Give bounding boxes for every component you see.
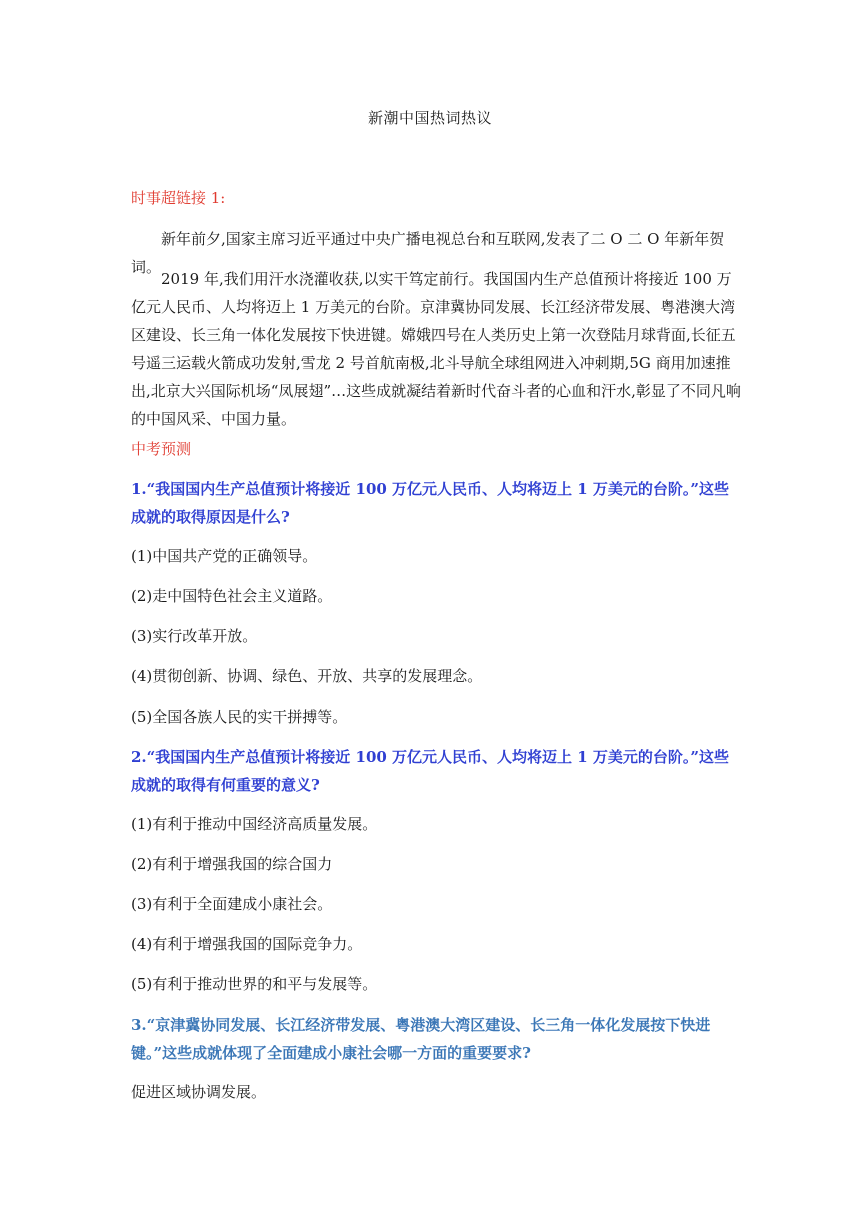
q1-answer-1: (1)中国共产党的正确领导。 <box>131 547 318 565</box>
q2-answer-3: (3)有利于全面建成小康社会。 <box>131 895 333 913</box>
q2-answer-1: (1)有利于推动中国经济高质量发展。 <box>131 815 378 833</box>
intro-paragraph: 新年前夕,国家主席习近平通过中央广播电视总台和互联网,发表了二 O 二 O 年新年贺词。 <box>131 230 725 276</box>
section-heading-exam-forecast: 中考预测 <box>131 440 192 458</box>
q2-answer-2: (2)有利于增强我国的综合国力 <box>131 855 333 873</box>
q1-answer-5: (5)全国各族人民的实干拼搏等。 <box>131 708 348 726</box>
q1-answer-2: (2)走中国特色社会主义道路。 <box>131 587 333 605</box>
q1-answer-3: (3)实行改革开放。 <box>131 627 258 645</box>
question-1: 1.“我国国内生产总值预计将接近 100 万亿元人民币、人均将迈上 1 万美元的台阶。”这些成就的取得原因是什么? <box>131 480 730 526</box>
section-heading-current-affairs: 时事超链接 1: <box>131 189 226 207</box>
q2-answer-5: (5)有利于推动世界的和平与发展等。 <box>131 975 378 993</box>
question-3: 3.“京津冀协同发展、长江经济带发展、粤港澳大湾区建设、长三角一体化发展按下快进键。”这些成就体现了全面建成小康社会哪一方面的重要要求? <box>131 1016 711 1062</box>
news-paragraph: 2019 年,我们用汗水浇灌收获,以实干笃定前行。我国国内生产总值预计将接近 100 万亿元人民币、人均将迈上 1 万美元的台阶。京津冀协同发展、长江经济带发展、粤港澳大湾区建设、长三角一体化发展按下快进键。嫦娥四号在人类历史上第一次登陆月球背面,长征五号遥三运载火箭成功发射,雪龙 2 号首航南极,北斗导航全球组网进入冲刺期,5G 商用加速推出,北京大兴国际机场“凤展翅”…这些成就凝结着新时代奋斗者的心血和汗水,彰显了不同凡响的中国风采、中国力量。 <box>131 270 741 428</box>
q3-answer: 促进区域协调发展。 <box>131 1083 267 1101</box>
document-title: 新潮中国热词热议 <box>367 109 492 127</box>
q2-answer-4: (4)有利于增强我国的国际竞争力。 <box>131 935 363 953</box>
question-2: 2.“我国国内生产总值预计将接近 100 万亿元人民币、人均将迈上 1 万美元的台阶。”这些成就的取得有何重要的意义? <box>131 748 730 794</box>
q1-answer-4: (4)贯彻创新、协调、绿色、开放、共享的发展理念。 <box>131 667 483 685</box>
